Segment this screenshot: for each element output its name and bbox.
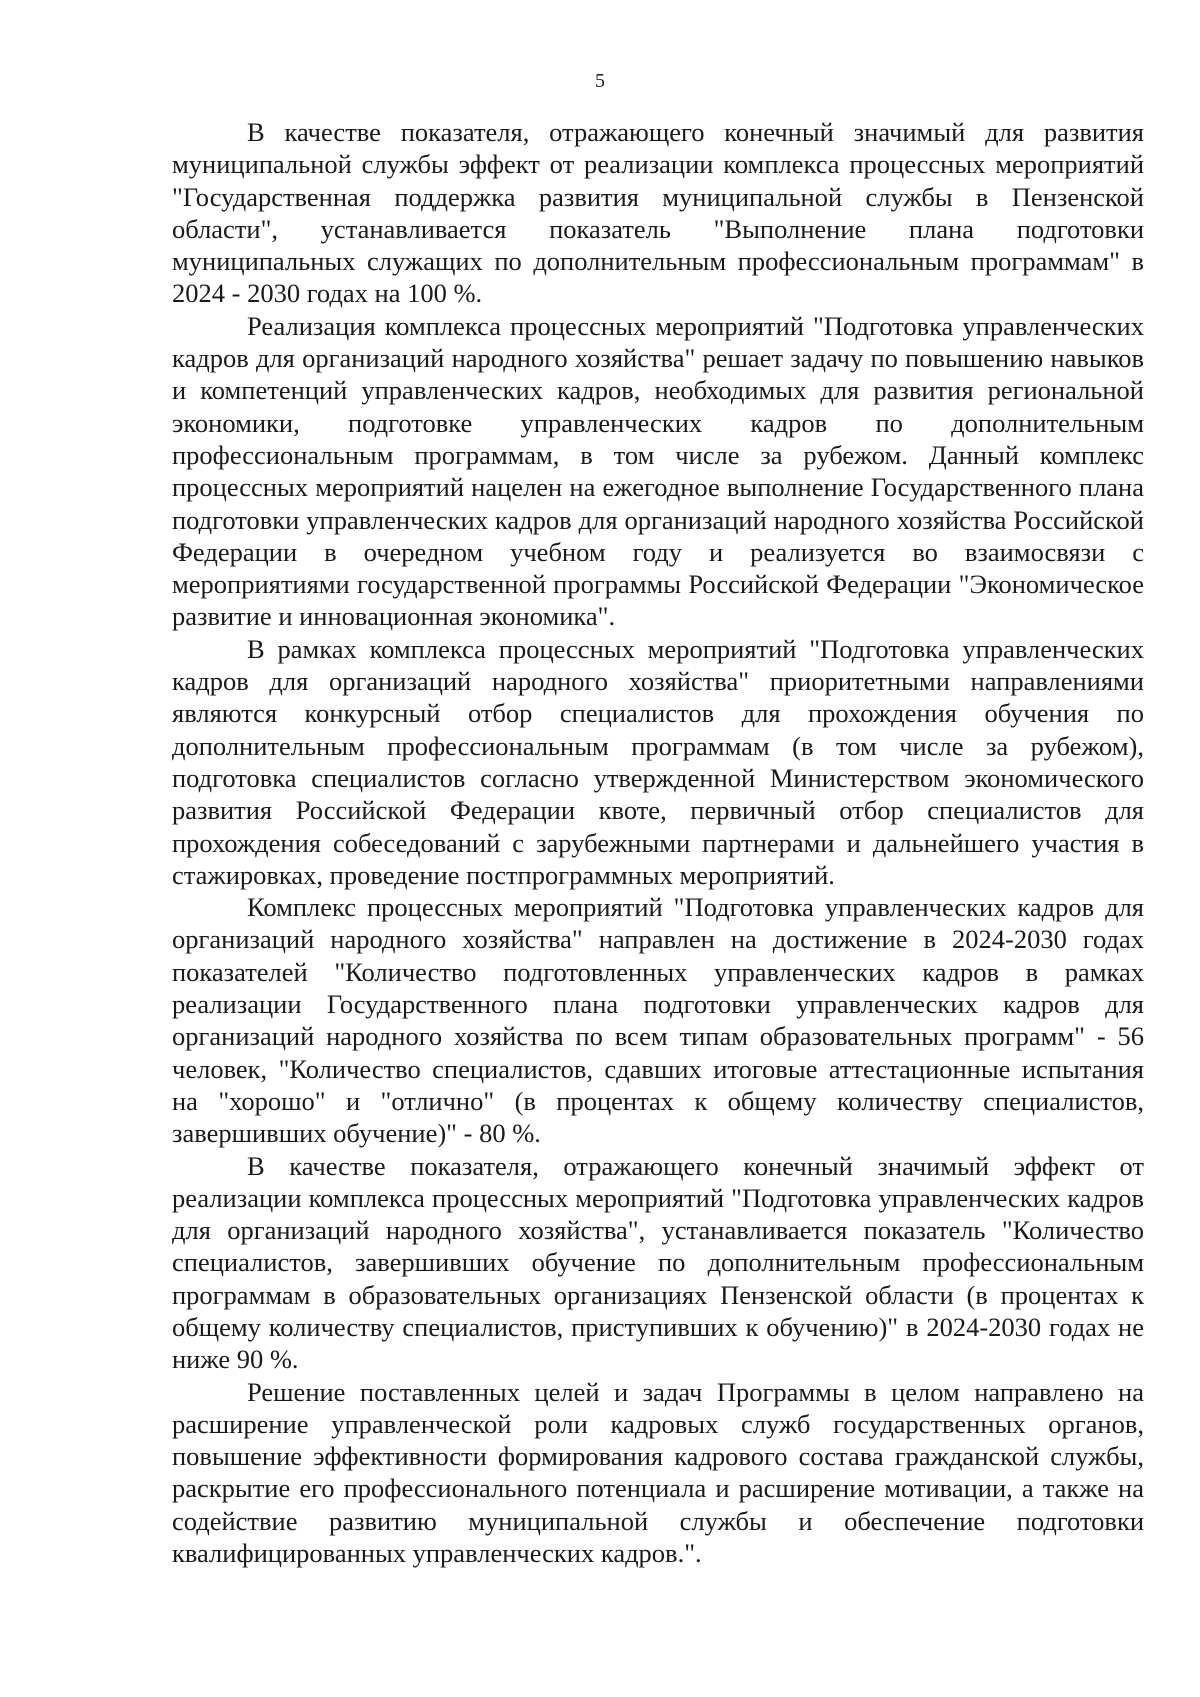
paragraph-indicator-municipal-service: В качестве показателя, отражающего конечный значимый для развития муниципальной службы эффект от реализации комплекса процессных мероприятий "Государственная поддержка развития муниципальной службы в Пензенской области", устанавливается показатель "Выполнение плана подготовки муниципальных служащих по дополнительным профессиональным программам" в 2024 - 2030 годах на 100 %. bbox=[172, 117, 1144, 309]
document-body bbox=[172, 116, 1144, 1569]
paragraph-final-indicator: В качестве показателя, отражающего конечный значимый эффект от реализации комплекса процессных мероприятий "Подготовка управленческих кадров для организаций народного хозяйства", устанавливается показатель "Количество специалистов, завершивших обучение по дополнительным профессиональным программам в образовательных организациях Пензенской области (в процентах к общему количеству специалистов, приступивших к обучению)" в 2024-2030 годах не ниже 90 %. bbox=[172, 1150, 1144, 1375]
paragraph-target-indicators: Комплекс процессных мероприятий "Подготовка управленческих кадров для организаций народного хозяйства" направлен на достижение в 2024-2030 годах показателей "Количество подготовленных управленческих кадров в рамках реализации Государственного плана подготовки управленческих кадров для организаций народного хозяйства по всем типам образовательных программ" - 56 человек, "Количество специалистов, сдавших итоговые аттестационные испытания на "хорошо" и "отлично" (в процентах к общему количеству специалистов, завершивших обучение)" - 80 %. bbox=[172, 892, 1144, 1149]
paragraph-priority-directions: В рамках комплекса процессных мероприятий "Подготовка управленческих кадров для организаций народного хозяйства" приоритетными направлениями являются конкурсный отбор специалистов для прохождения обучения по дополнительным профессиональным программам (в том числе за рубежом), подготовка специалистов согласно утвержденной Министерством экономического развития Российской Федерации квоте, первичный отбор специалистов для прохождения собеседований с зарубежными партнерами и дальнейшего участия в стажировках, проведение постпрограммных мероприятий. bbox=[172, 633, 1144, 890]
paragraph-management-training-program: Реализация комплекса процессных мероприятий "Подготовка управленческих кадров для организаций народного хозяйства" решает задачу по повышению навыков и компетенций управленческих кадров, необходимых для развития региональной экономики, подготовке управленческих кадров по дополнительным профессиональным программам, в том числе за рубежом. Данный комплекс процессных мероприятий нацелен на ежегодное выполнение Государственного плана подготовки управленческих кадров для организаций народного хозяйства Российской Федерации в очередном учебном году и реализуется во взаимосвязи с мероприятиями государственной программы Российской Федерации "Экономическое развитие и инновационная экономика". bbox=[172, 310, 1144, 632]
paragraph-program-goals: Решение поставленных целей и задач Программы в целом направлено на расширение управленческой роли кадровых служб государственных органов, повышение эффективности формирования кадрового состава гражданской службы, раскрытие его профессионального потенциала и расширение мотивации, а также на содействие развитию муниципальной службы и обеспечение подготовки квалифицированных управленческих кадров.". bbox=[172, 1376, 1144, 1569]
page-number: 5 bbox=[595, 70, 605, 92]
